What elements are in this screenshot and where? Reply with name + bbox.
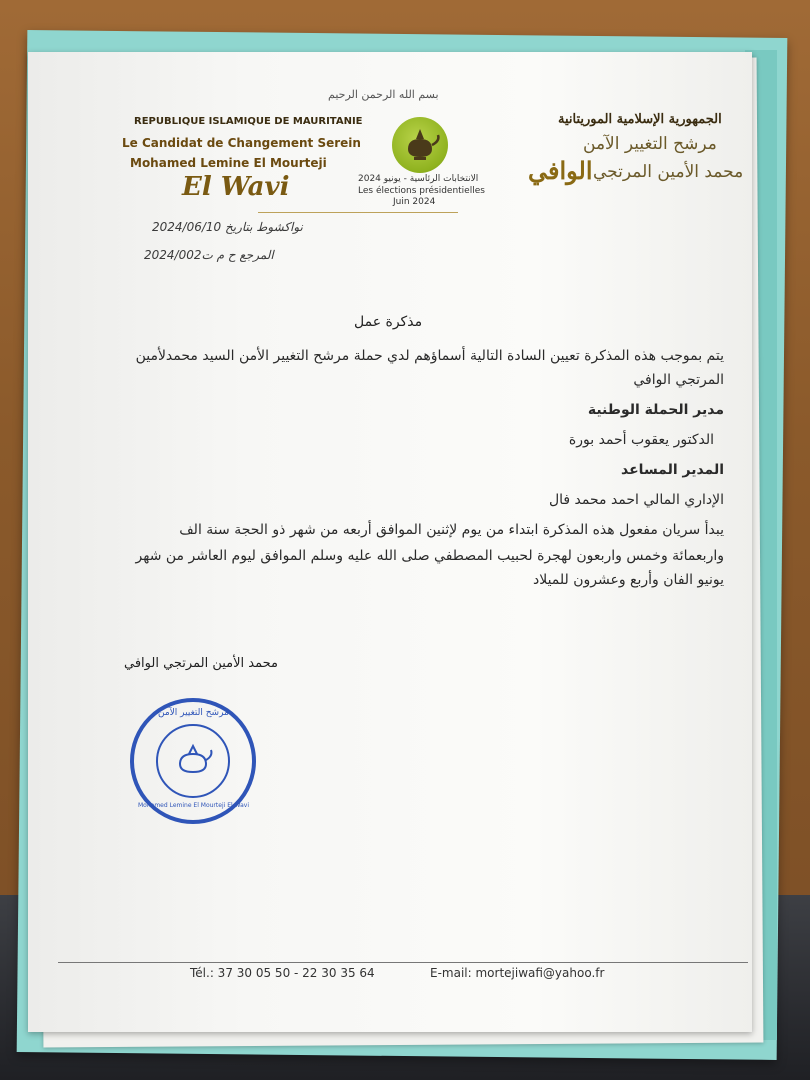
intro-line-1: يتم بموجب هذه المذكرة تعيين السادة التالية أسماؤهم لدي حملة مرشح التغيير الأمن السيد محمدلأمين: [135, 348, 724, 364]
role-assistant-director: المدير المساعد: [621, 462, 724, 478]
stamp-arabic-text: مرشح التغيير الآمن: [158, 708, 229, 718]
header-divider: [258, 212, 458, 213]
basmala: بسم الله الرحمن الرحيم: [328, 88, 439, 101]
ar-brand: الوافي: [528, 156, 593, 185]
stamp-teapot-icon: [158, 726, 228, 796]
official-stamp: [130, 698, 256, 824]
logo-arabic: الانتخابات الرئاسية - يونيو 2024: [358, 174, 479, 184]
person-assistant-director: الإداري المالي احمد محمد فال: [548, 492, 724, 508]
logo-fr-line1: Les élections présidentielles: [358, 186, 485, 196]
fr-candidate: Le Candidat de Changement Serein: [122, 136, 361, 150]
person-national-director: الدكتور يعقوب أحمد بورة: [568, 432, 714, 448]
ar-republic: الجمهورية الإسلامية الموريتانية: [558, 112, 722, 127]
stamp-inner-ring: [156, 724, 230, 798]
teapot-icon: [392, 117, 448, 173]
date-line: نواكشوط بتاريخ 2024/06/10: [152, 220, 303, 234]
reference-line: المرجع ح م ت2024/002: [144, 248, 274, 262]
footer-divider: [58, 962, 748, 963]
stamp-french-text: Mohamed Lemine El Mourteji El Wavi: [138, 802, 249, 809]
fr-brand: El Wavi: [182, 172, 290, 202]
closing-line-1: يبدأ سريان مفعول هذه المذكرة ابتداء من يوم لإثنين الموافق أربعه من شهر ذو الحجة سنة الف: [179, 522, 724, 538]
election-logo: [392, 117, 448, 173]
closing-line-3: يونيو الفان وأربع وعشرون للميلاد: [532, 572, 724, 588]
footer-phone: Tél.: 37 30 05 50 - 22 30 35 64: [190, 966, 375, 980]
signature-name: محمد الأمين المرتجي الوافي: [124, 656, 278, 671]
ar-candidate: مرشح التغيير الآمن: [583, 134, 717, 154]
role-national-director: مدير الحملة الوطنية: [587, 402, 724, 418]
fr-name: Mohamed Lemine El Mourteji: [130, 156, 327, 170]
memo-title: مذكرة عمل: [354, 314, 423, 330]
intro-line-2: المرتجي الوافي: [633, 372, 724, 388]
ar-name: محمد الأمين المرتجي: [593, 162, 744, 182]
closing-line-2: واربعمائة وخمس واربعون لهجرة لحبيب المصطفي صلى الله عليه وسلم الموافق ليوم العاشر من شهر: [135, 548, 724, 564]
logo-fr-line2: Juin 2024: [393, 197, 436, 207]
document-page: [28, 52, 752, 1032]
fr-republic: REPUBLIQUE ISLAMIQUE DE MAURITANIE: [134, 116, 363, 127]
footer-email: E-mail: mortejiwafi@yahoo.fr: [430, 966, 605, 980]
